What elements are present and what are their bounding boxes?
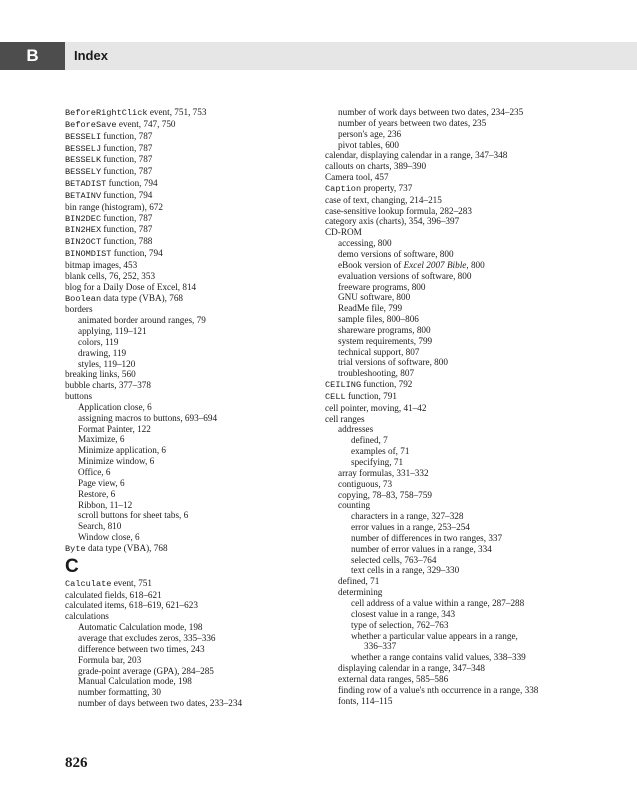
entry-text: displaying calendar in a range, 347–348 <box>338 663 485 674</box>
index-subentry <box>325 140 583 151</box>
code-term: BINOMDIST <box>65 249 112 260</box>
entry-text: number of differences in two ranges, 337 <box>351 532 503 543</box>
index-entry <box>325 391 583 403</box>
index-subentry <box>325 696 583 707</box>
code-term: BESSELI <box>65 131 102 142</box>
entry-text: Manual Calculation mode, 198 <box>78 676 192 687</box>
code-term: BESSELJ <box>65 143 102 154</box>
index-entry <box>65 202 310 213</box>
index-entry <box>65 166 310 178</box>
entry-text: Minimize application, 6 <box>78 445 167 456</box>
entry-text: bitmap images, 453 <box>65 259 138 270</box>
entry-text: bin range (histogram), 672 <box>65 201 163 212</box>
index-subentry <box>325 511 583 522</box>
entry-text: drawing, 119 <box>78 347 127 358</box>
entry-text: Maximize, 6 <box>78 434 125 445</box>
entry-text: characters in a range, 327–328 <box>351 511 464 522</box>
entry-text: Restore, 6 <box>78 488 116 499</box>
index-entry <box>65 304 310 315</box>
index-subentry <box>325 129 583 140</box>
entry-text: Search, 810 <box>78 521 122 532</box>
index-subentry <box>65 434 310 445</box>
index-subentry <box>325 446 583 457</box>
entry-text: styles, 119–120 <box>78 358 136 369</box>
index-entry <box>65 543 310 555</box>
index-entry <box>65 391 310 402</box>
entry-text: number of years between two dates, 235 <box>338 117 487 128</box>
entry-text: function, 787 <box>101 166 153 177</box>
entry-text: number of days between two dates, 233–234 <box>78 698 243 709</box>
index-subentry <box>325 479 583 490</box>
index-subentry <box>325 357 583 368</box>
entry-text: system requirements, 799 <box>338 335 433 346</box>
index-subentry <box>325 652 583 663</box>
index-subentry <box>65 500 310 511</box>
index-subentry <box>65 676 310 687</box>
code-term: BESSELK <box>65 155 102 166</box>
index-subentry <box>65 687 310 698</box>
index-subentry <box>325 490 583 501</box>
index-column-right <box>325 107 583 706</box>
index-entry <box>325 227 583 238</box>
entry-text: whether a range contains valid values, 338–339 <box>351 652 526 663</box>
entry-text: difference between two times, 243 <box>78 643 205 654</box>
entry-text: Minimize window, 6 <box>78 456 155 467</box>
entry-text: calculated fields, 618–621 <box>65 589 162 600</box>
entry-text: function, 794 <box>101 189 153 200</box>
entry-text: ReadMe file, 799 <box>338 303 403 314</box>
entry-text: array formulas, 331–332 <box>338 467 429 478</box>
index-subentry <box>65 532 310 543</box>
entry-text: Camera tool, 457 <box>325 172 389 183</box>
index-subentry <box>325 641 583 652</box>
index-subentry <box>325 620 583 631</box>
entry-text: breaking links, 560 <box>65 369 136 380</box>
entry-text: closest value in a range, 343 <box>351 608 456 619</box>
index-subentry <box>325 576 583 587</box>
code-term: BETAINV <box>65 190 102 201</box>
entry-text: average that excludes zeros, 335–336 <box>78 632 216 643</box>
index-subentry <box>325 544 583 555</box>
entry-text: number of work days between two dates, 234–235 <box>338 107 524 117</box>
entry-text: Format Painter, 122 <box>78 423 151 434</box>
entry-text: troubleshooting, 807 <box>338 368 415 379</box>
index-entry <box>65 154 310 166</box>
entry-text: case-sensitive lookup formula, 282–283 <box>325 205 472 216</box>
index-entry <box>325 150 583 161</box>
index-subentry <box>325 271 583 282</box>
entry-text: assigning macros to buttons, 693–694 <box>78 412 218 423</box>
index-subentry <box>65 510 310 521</box>
entry-text: number formatting, 30 <box>78 687 161 698</box>
entry-text: cell pointer, moving, 41–42 <box>325 402 427 413</box>
index-subentry <box>325 238 583 249</box>
index-entry <box>325 161 583 172</box>
entry-text: Formula bar, 203 <box>78 654 142 665</box>
index-subentry <box>325 303 583 314</box>
book-title: Excel 2007 Bible <box>403 259 467 270</box>
index-entry <box>65 600 310 611</box>
entry-text: event, 747, 750 <box>116 118 176 129</box>
index-subentry <box>325 107 583 118</box>
entry-text: property, 737 <box>361 182 413 193</box>
index-entry <box>65 131 310 143</box>
index-subentry <box>325 522 583 533</box>
entry-text: 336–337 <box>364 641 397 652</box>
index-entry <box>65 213 310 225</box>
entry-text: Application close, 6 <box>78 401 152 412</box>
entry-text: Ribbon, 11–12 <box>78 499 133 510</box>
entry-text: sample files, 800–806 <box>338 314 419 325</box>
entry-text: cell ranges <box>325 413 365 424</box>
index-subentry <box>325 468 583 479</box>
entry-text: Page view, 6 <box>78 477 125 488</box>
code-term: Boolean <box>65 293 102 304</box>
index-subentry <box>325 674 583 685</box>
index-entry <box>65 107 310 119</box>
entry-text: blank cells, 76, 252, 353 <box>65 270 156 281</box>
index-subentry <box>65 698 310 709</box>
code-term: BeforeRightClick <box>65 108 148 118</box>
index-entry <box>65 143 310 155</box>
code-term: BESSELY <box>65 167 102 178</box>
code-term: Calculate <box>65 578 112 589</box>
entry-text: colors, 119 <box>78 336 119 347</box>
entry-text: bubble charts, 377–378 <box>65 380 151 391</box>
code-term: CEILING <box>325 380 362 391</box>
index-subentry <box>325 368 583 379</box>
entry-text: function, 791 <box>345 390 397 401</box>
index-entry <box>65 178 310 190</box>
entry-text: copying, 78–83, 758–759 <box>338 489 432 500</box>
index-section-letter: C <box>65 555 79 577</box>
entry-text: data type (VBA), 768 <box>85 542 168 553</box>
entry-text: shareware programs, 800 <box>338 324 431 335</box>
entry-text: addresses <box>338 424 374 435</box>
index-subentry <box>325 500 583 511</box>
index-entry <box>65 119 310 131</box>
index-subentry <box>65 478 310 489</box>
index-subentry <box>65 359 310 370</box>
entry-text: text cells in a range, 329–330 <box>351 565 460 576</box>
index-subentry <box>65 402 310 413</box>
entry-text: trial versions of software, 800 <box>338 357 448 368</box>
index-entry <box>65 369 310 380</box>
index-subentry <box>65 622 310 633</box>
index-subentry <box>325 565 583 576</box>
entry-text: freeware programs, 800 <box>338 281 426 292</box>
index-subentry <box>65 633 310 644</box>
index-subentry <box>65 521 310 532</box>
entry-text: function, 787 <box>101 130 153 141</box>
index-subentry <box>65 655 310 666</box>
entry-text: accessing, 800 <box>338 238 392 249</box>
index-subentry <box>65 644 310 655</box>
entry-text: scroll buttons for sheet tabs, 6 <box>78 510 189 521</box>
entry-text: counting <box>338 500 371 511</box>
index-subentry <box>65 348 310 359</box>
index-entry <box>65 380 310 391</box>
entry-text: function, 794 <box>106 178 158 189</box>
entry-text: defined, 7 <box>351 435 388 446</box>
index-entry <box>325 172 583 183</box>
entry-text: contiguous, 73 <box>338 478 393 489</box>
index-subentry <box>65 315 310 326</box>
entry-text: , 800 <box>466 259 485 270</box>
entry-text: Automatic Calculation mode, 198 <box>78 622 203 633</box>
entry-text: error values in a range, 253–254 <box>351 522 470 533</box>
entry-text: case of text, changing, 214–215 <box>325 194 442 205</box>
index-subentry <box>325 260 583 271</box>
entry-text: type of selection, 762–763 <box>351 619 449 630</box>
entry-text: specifying, 71 <box>351 457 404 467</box>
index-subentry <box>65 424 310 435</box>
entry-text: finding row of a value's nth occurrence in a range, 338 <box>338 684 539 695</box>
index-subentry <box>65 489 310 500</box>
entry-text: number of error values in a range, 334 <box>351 543 492 554</box>
index-subentry <box>325 457 583 468</box>
index-entry <box>65 260 310 271</box>
appendix-letter-tab: B <box>0 42 65 70</box>
code-term: BIN2HEX <box>65 225 102 236</box>
index-subentry <box>325 435 583 446</box>
page-title: Index <box>74 48 108 63</box>
code-term: BeforeSave <box>65 119 117 130</box>
index-entry <box>65 578 310 590</box>
index-entry <box>325 379 583 391</box>
index-subentry <box>325 533 583 544</box>
entry-text: function, 794 <box>111 248 163 259</box>
entry-text: buttons <box>65 391 93 402</box>
index-subentry <box>325 118 583 129</box>
index-entry <box>65 271 310 282</box>
index-entry <box>65 236 310 248</box>
code-term: CELL <box>325 391 346 402</box>
entry-text: event, 751 <box>111 577 152 588</box>
index-subentry <box>325 685 583 696</box>
entry-text: Office, 6 <box>78 467 111 477</box>
entry-text: event, 751, 753 <box>147 107 207 117</box>
entry-text: selected cells, 763–764 <box>351 554 437 565</box>
entry-text: data type (VBA), 768 <box>101 292 184 303</box>
entry-text: calendar, displaying calendar in a range, 347–348 <box>325 150 508 161</box>
entry-text: CD-ROM <box>325 227 362 238</box>
index-subentry <box>325 424 583 435</box>
entry-text: determining <box>338 587 383 598</box>
index-subentry <box>325 314 583 325</box>
entry-text: animated border around ranges, 79 <box>78 315 206 326</box>
index-entry <box>325 183 583 195</box>
code-term: BETADIST <box>65 179 107 190</box>
index-subentry <box>65 337 310 348</box>
entry-text: function, 788 <box>101 236 153 247</box>
entry-text: calculations <box>65 611 109 622</box>
index-subentry <box>325 292 583 303</box>
index-subentry <box>325 336 583 347</box>
index-entry <box>65 224 310 236</box>
index-subentry <box>325 347 583 358</box>
index-subentry <box>65 326 310 337</box>
index-subentry <box>325 282 583 293</box>
entry-text: function, 787 <box>101 212 153 223</box>
entry-text: category axis (charts), 354, 396–397 <box>325 216 460 227</box>
entry-text: evaluation versions of software, 800 <box>338 270 472 281</box>
code-term: BIN2DEC <box>65 213 102 224</box>
index-subentry <box>325 663 583 674</box>
entry-text: function, 792 <box>361 379 413 390</box>
entry-text: demo versions of software, 800 <box>338 248 454 259</box>
entry-text: external data ranges, 585–586 <box>338 673 449 684</box>
index-subentry <box>65 445 310 456</box>
code-term: Byte <box>65 543 86 554</box>
index-subentry <box>65 467 310 478</box>
index-subentry <box>325 609 583 620</box>
entry-text: function, 787 <box>101 142 153 153</box>
entry-text: blog for a Daily Dose of Excel, 814 <box>65 281 197 292</box>
entry-text: grade-point average (GPA), 284–285 <box>78 665 214 676</box>
entry-text: function, 787 <box>101 154 153 165</box>
entry-text: borders <box>65 304 93 315</box>
index-subentry <box>65 413 310 424</box>
entry-text: whether a particular value appears in a range, <box>351 630 518 641</box>
entry-text: calculated items, 618–619, 621–623 <box>65 600 198 611</box>
index-subentry <box>325 587 583 598</box>
index-entry <box>65 190 310 202</box>
entry-text: callouts on charts, 389–390 <box>325 161 427 172</box>
code-term: Caption <box>325 183 362 194</box>
entry-text: examples of, 71 <box>351 446 410 457</box>
index-entry <box>325 403 583 414</box>
entry-text: cell address of a value within a range, 287–288 <box>351 597 525 608</box>
index-entry <box>325 216 583 227</box>
index-subentry <box>325 325 583 336</box>
page-number: 826 <box>65 755 88 771</box>
index-subentry <box>65 666 310 677</box>
index-entry <box>65 248 310 260</box>
index-entry <box>325 195 583 206</box>
index-subentry <box>325 249 583 260</box>
index-subentry <box>325 631 583 642</box>
index-column-left <box>65 107 310 709</box>
entry-text: Window close, 6 <box>78 532 140 543</box>
entry-text: pivot tables, 600 <box>338 139 399 150</box>
entry-text: fonts, 114–115 <box>338 695 393 706</box>
index-entry <box>65 590 310 601</box>
entry-text: defined, 71 <box>338 576 380 587</box>
index-entry <box>65 611 310 622</box>
entry-text: function, 787 <box>101 224 153 235</box>
entry-text: technical support, 807 <box>338 346 420 357</box>
entry-text: GNU software, 800 <box>338 292 411 303</box>
index-subentry <box>65 456 310 467</box>
index-entry <box>65 282 310 293</box>
index-entry <box>65 293 310 305</box>
code-term: BIN2OCT <box>65 237 102 248</box>
index-subentry <box>325 555 583 566</box>
index-entry <box>325 414 583 425</box>
entry-text: applying, 119–121 <box>78 326 147 337</box>
index-entry <box>325 206 583 217</box>
index-subentry <box>325 598 583 609</box>
entry-text: eBook version of <box>338 259 404 270</box>
entry-text: person's age, 236 <box>338 128 402 139</box>
